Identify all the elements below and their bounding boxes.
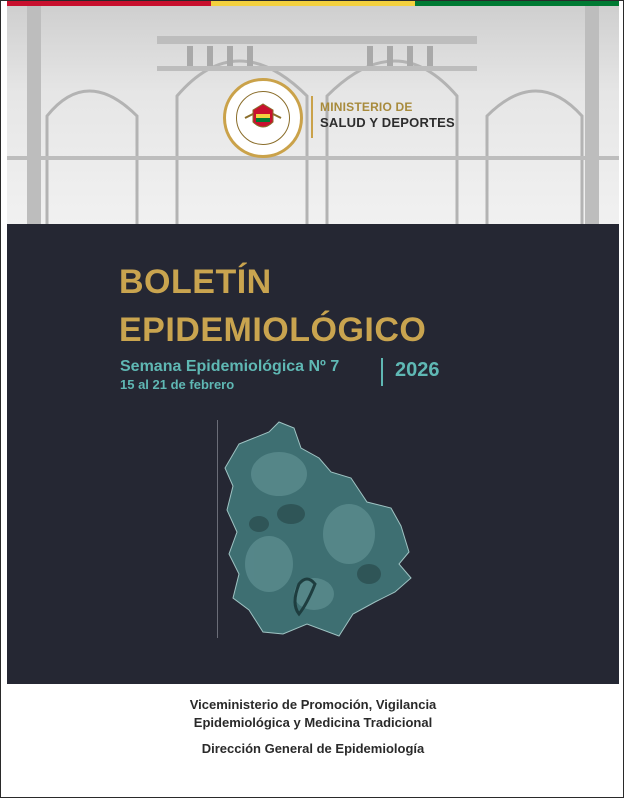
footer-line2: Epidemiológica y Medicina Tradicional (193, 715, 433, 730)
ministry-name (320, 100, 455, 130)
seal-icon (223, 78, 303, 158)
map-vertical-rule (217, 420, 218, 638)
ministry-logo (217, 76, 467, 162)
ministry-line1: MINISTERIO DE (320, 100, 413, 114)
year-label: 2026 (395, 359, 440, 381)
ministry-line2: SALUD Y DEPORTES (320, 115, 455, 130)
title-line2: EPIDEMIOLÓGICO (119, 311, 427, 349)
logo-divider (311, 96, 313, 138)
title-line1: BOLETÍN (119, 263, 272, 301)
epi-week-label: Semana Epidemiológica Nº 7 (120, 358, 340, 375)
bulletin-title (119, 258, 426, 354)
footer-line3: Dirección General de Epidemiología (201, 741, 425, 756)
footer-line1: Viceministerio de Promoción, Vigilancia (189, 697, 437, 712)
footer (1, 684, 624, 798)
date-range: 15 al 21 de febrero (120, 377, 235, 392)
bolivia-map-icon (219, 414, 419, 644)
header-hero-image (7, 6, 619, 224)
year-divider (381, 358, 383, 386)
cover-panel (7, 224, 619, 684)
